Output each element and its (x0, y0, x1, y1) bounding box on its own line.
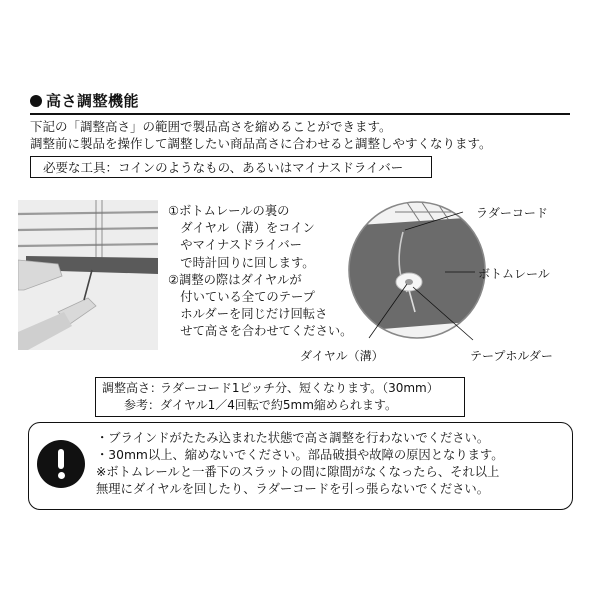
adjust-height-value: ラダーコード1ピッチ分、短くなります。（30mm） (160, 381, 439, 395)
step-line: ②調整の際はダイヤルが (168, 272, 302, 287)
warning-line: ※ボトムレールと一番下のスラットの間に隙間がなくなったら、それ以上 (96, 465, 500, 479)
intro-line: 調整前に製品を操作して調整したい商品高さに合わせると調整しやすくなります。 (30, 136, 492, 151)
dial-label: ダイヤル（溝） (300, 349, 384, 363)
step-line: ダイヤル（溝）をコイン (168, 221, 315, 236)
exclamation-circle-icon (37, 440, 85, 488)
required-tools-box: 必要な工具：コインのようなもの、あるいはマイナスドライバー (30, 156, 432, 178)
intro-line: 下記の「調整高さ」の範囲で製品高さを縮めることができます。 (30, 119, 392, 134)
step-line: ①ボトムレールの裏の (168, 204, 290, 218)
section-title: 高さ調整機能 (46, 92, 140, 110)
adjust-height-key: 調整高さ： (102, 381, 163, 395)
warning-line: ・ブラインドがたたみ込まれた状態で高さ調整を行わないでください。 (96, 431, 490, 445)
intro-text (30, 118, 492, 152)
step-line: ホルダーを同じだけ回転さ (168, 307, 328, 322)
warning-line: ・30mm以上、縮めないでください。部品破損や故障の原因となります。 (96, 448, 504, 462)
heading-rule (30, 113, 570, 115)
reference-key: 参考： (123, 398, 160, 412)
adjust-height-row (102, 380, 464, 397)
step-line: やマイナスドライバー (168, 238, 302, 253)
bottom-rail-label: ボトムレール (478, 267, 550, 281)
reference-row (102, 397, 464, 414)
tape-holder-diagram (345, 192, 595, 372)
bullet-icon (30, 95, 42, 107)
adjustment-info-box (95, 377, 465, 417)
tape-holder-label: テープホルダー (470, 349, 553, 363)
steps-text (168, 203, 352, 341)
ladder-cord-label: ラダーコード (476, 206, 548, 220)
reference-value: ダイヤル1／4回転で約5mm縮められます。 (160, 398, 397, 412)
warning-line: 無理にダイヤルを回したり、ラダーコードを引っ張らないでください。 (96, 482, 490, 496)
step-line: で時計回りに回します。 (168, 255, 315, 270)
hand-adjust-photo (18, 200, 158, 350)
warning-text (96, 430, 504, 498)
step-line: せて高さを合わせてください。 (168, 324, 353, 339)
step-line: 付いている全てのテープ (168, 290, 315, 305)
section-heading (30, 90, 139, 111)
